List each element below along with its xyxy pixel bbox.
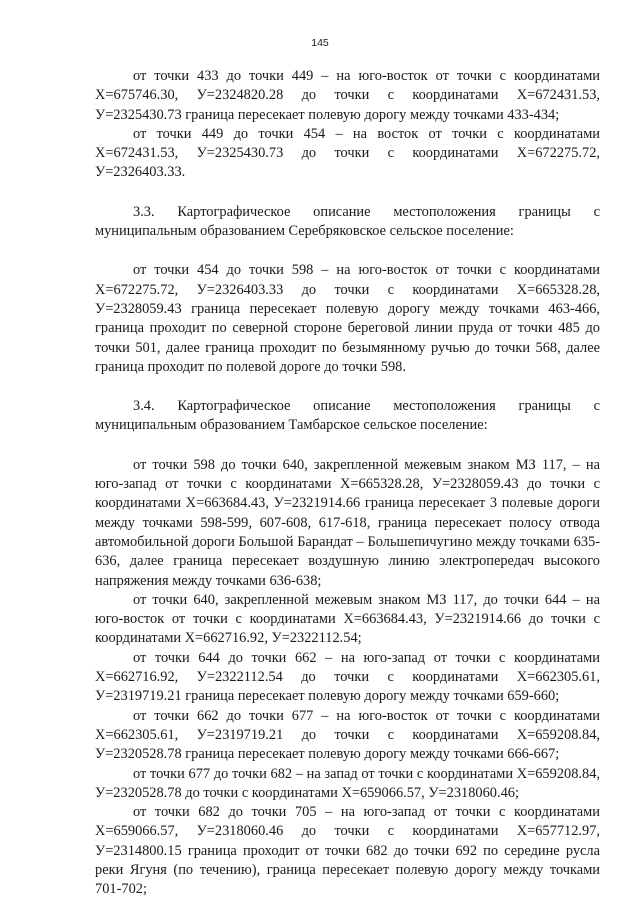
paragraph-644-662: от точки 644 до точки 662 – на юго-запад от точки с координатами Х=662716.92, У=2322112.54 до точки с координатами Х=662305.61, У=2319719.21 граница пересекает полевую дорогу между точками 659-660;: [95, 649, 600, 705]
section-heading-3-3: 3.3. Картографическое описание местоположения границы с муниципальным образованием Серебряковское сельское поселение:: [95, 203, 600, 240]
spacer: [95, 183, 600, 203]
paragraph-449-454: от точки 449 до точки 454 – на восток от точки с координатами Х=672431.53, У=2325430.73 до точки с координатами Х=672275.72, У=2326403.33.: [95, 125, 600, 181]
paragraph-662-677: от точки 662 до точки 677 – на юго-восток от точки с координатами Х=662305.61, У=2319719.21 до точки с координатами Х=659208.84, У=2320528.78 граница пересекает полевую дорогу между точками 666-667;: [95, 707, 600, 763]
section-heading-3-4: 3.4. Картографическое описание местоположения границы с муниципальным образованием Тамбарское сельское поселение:: [95, 398, 600, 434]
paragraph-682-705: от точки 682 до точки 705 – на юго-запад от точки с координатами Х=659066.57, У=2318060.46 до точки с координатами Х=657712.97, У=2314800.15 граница проходит от точки 682 до точки 692 по середине русла реки Ягуня (по течению), граница пересекает полевую дорогу между точками 701-702;: [95, 804, 600, 898]
spacer: [95, 377, 600, 397]
spacer: [95, 436, 600, 456]
paragraph-598-640: от точки 598 до точки 640, закрепленной межевым знаком МЗ 117, – на юго-запад от точки с координатами Х=665328.28, У=2328059.43 до точки с координатами Х=663684.43, У=2321914.66 граница пересекает 3 полевые дороги между точками 598-599, 607-608, 617-618, граница пересекает полосу отвода автомобильной дороги Большой Барандат – Большепичугино между точками 635-636, далее граница пересекает воздушную линию электропередач высокого напряжения между точками 636-638;: [95, 456, 600, 589]
paragraph-454-598: от точки 454 до точки 598 – на юго-восток от точки с координатами Х=672275.72, У=2326403.33 до точки с координатами Х=665328.28, У=2328059.43 граница пересекает полевую дорогу между точками 463-466, граница проходит по северной стороне береговой линии пруда от точки 485 до точки 501, далее граница проходит по безымянному ручью до точки 568, далее граница проходит по полевой дороге до точки 598.: [95, 262, 600, 375]
paragraph-433-449: от точки 433 до точки 449 – на юго-восток от точки с координатами Х=675746.30, У=2324820.28 до точки с координатами Х=672431.53, У=2325430.73 граница пересекает полевую дорогу между точками 433-434;: [95, 68, 600, 123]
paragraph-640-644: от точки 640, закрепленной межевым знаком МЗ 117, до точки 644 – на юго-восток от точки с координатами Х=663684.43, У=2321914.66 до точки с координатами Х=662716.92, У=2322112.54;: [95, 591, 600, 647]
page-number: 145: [311, 37, 329, 49]
document-body: [95, 67, 600, 900]
spacer: [95, 241, 600, 261]
paragraph-677-682: от точки 677 до точки 682 – на запад от точки с координатами Х=659208.84, У=2320528.78 до точки с координатами Х=659066.57, У=2318060.46;: [95, 765, 600, 801]
